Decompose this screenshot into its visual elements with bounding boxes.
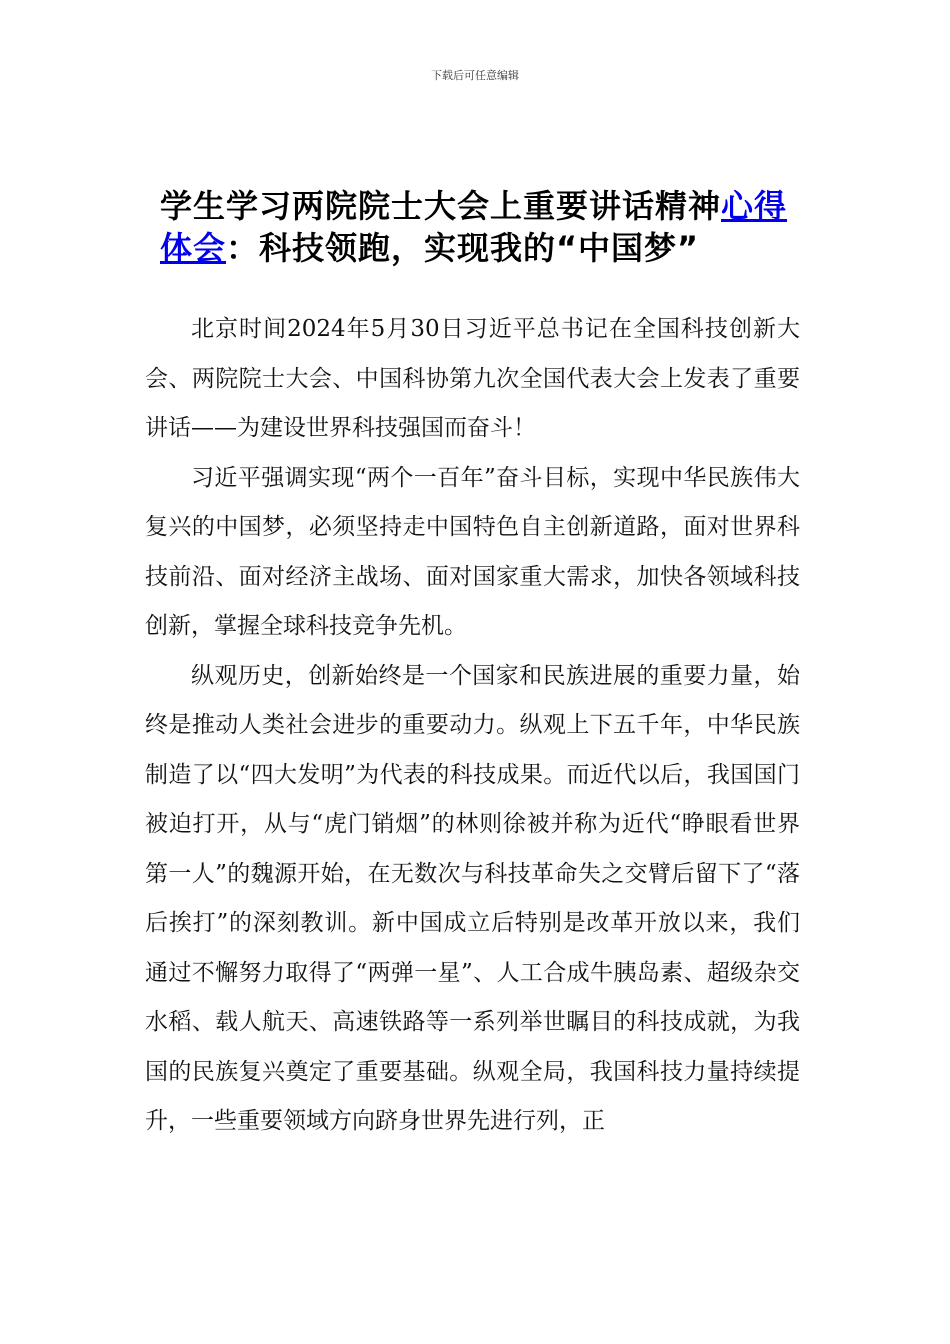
page-header-note: 下载后可任意编辑	[431, 69, 519, 82]
title-part-1: 学生学习两院院士大会上重要讲话精神	[160, 187, 722, 225]
paragraph-2: 习近平强调实现“两个一百年”奋斗目标，实现中华民族伟大复兴的中国梦，必须坚持走中国特色自主创新道路，面对世界科技前沿、面对经济主战场、面对国家重大需求，加快各领域科技创新，掌握全球科技竞争先机。	[145, 464, 800, 639]
document-title	[160, 185, 800, 269]
title-link[interactable]: 心得体会	[160, 187, 788, 267]
title-part-2: ：科技领跑，实现我的“中国梦”	[226, 229, 700, 267]
paragraph-3: 纵观历史，创新始终是一个国家和民族进展的重要力量，始终是推动人类社会进步的重要动力。纵观上下五千年，中华民族制造了以“四大发明”为代表的科技成果。而近代以后，我国国门被迫打开，从与“虎门销烟”的林则徐被并称为近代“睁眼看世界第一人”的魏源开始，在无数次与科技革命失之交臂后留下了“落后挨打”的深刻教训。新中国成立后特别是改革开放以来，我们通过不懈努力取得了“两弹一星”、人工合成牛胰岛素、超级杂交水稻、载人航天、高速铁路等一系列举世瞩目的科技成就，为我国的民族复兴奠定了重要基础。纵观全局，我国科技力量持续提升，一些重要领域方向跻身世界先进行列，正	[145, 662, 800, 1134]
paragraph-1: 北京时间2024年5月30日习近平总书记在全国科技创新大会、两院院士大会、中国科协第九次全国代表大会上发表了重要讲话——为建设世界科技强国而奋斗！	[145, 316, 800, 441]
document-body	[145, 305, 800, 1147]
